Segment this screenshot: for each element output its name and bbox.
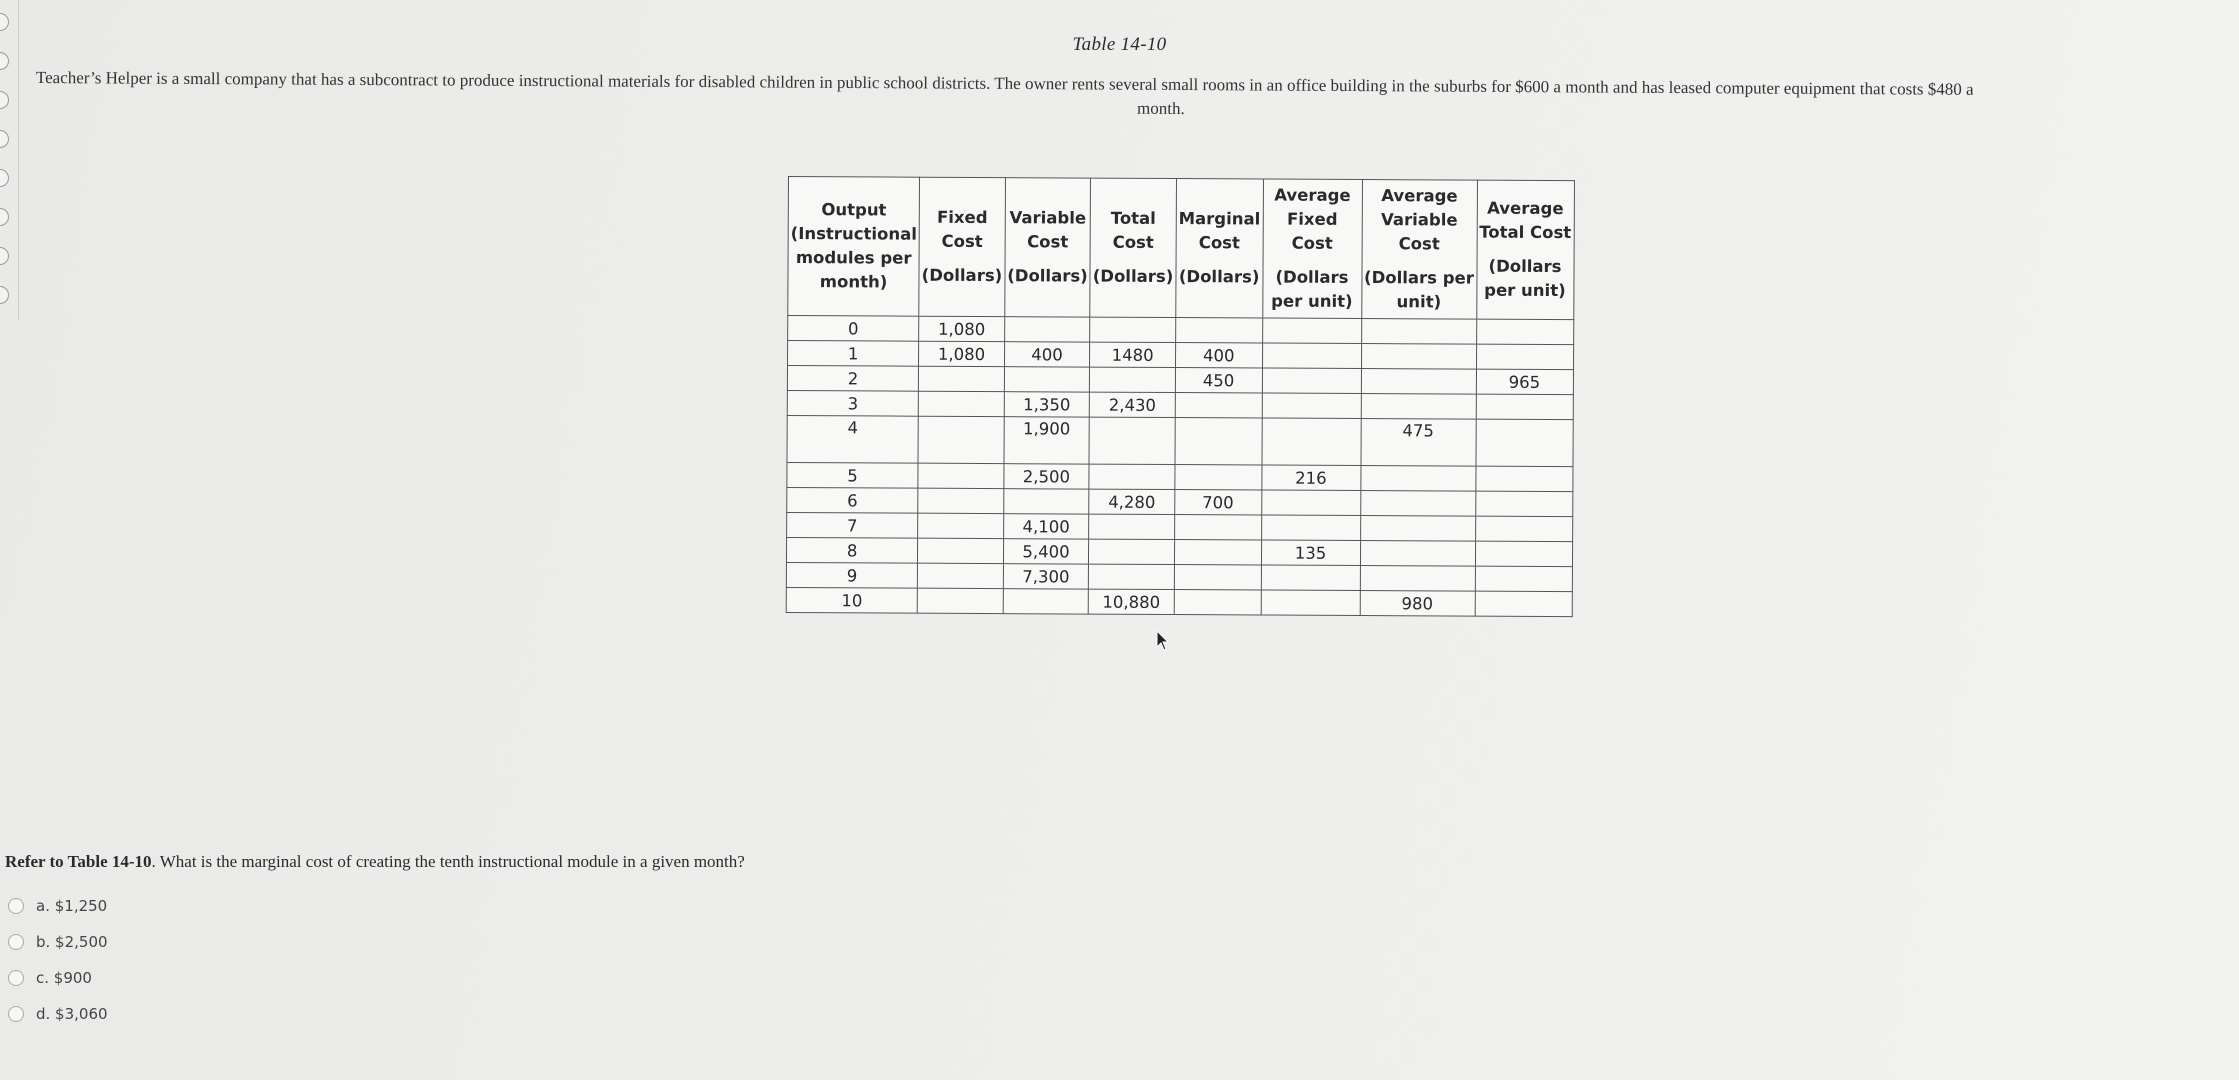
cell-variable-cost: 1,350 <box>1004 392 1090 417</box>
cell-average-total-cost <box>1475 541 1572 567</box>
cell-total-cost: 1480 <box>1090 342 1176 367</box>
cell-fixed-cost <box>918 538 1004 563</box>
cell-output: 8 <box>786 537 917 563</box>
cell-marginal-cost: 700 <box>1175 490 1262 515</box>
cell-variable-cost: 1,900 <box>1004 417 1090 464</box>
cell-average-total-cost: 965 <box>1476 369 1573 395</box>
table-title: Table 14-10 <box>1072 34 1167 55</box>
cell-average-variable-cost: 980 <box>1360 590 1475 616</box>
cell-marginal-cost: 450 <box>1175 368 1262 393</box>
cell-average-variable-cost <box>1360 541 1475 567</box>
cost-table <box>786 176 1575 617</box>
cell-average-total-cost <box>1475 466 1572 492</box>
nav-radio-icon[interactable] <box>0 286 9 304</box>
cell-output: 6 <box>787 487 918 513</box>
cell-total-cost <box>1090 367 1176 392</box>
option-label: d. $3,060 <box>36 1005 108 1023</box>
cell-average-fixed-cost <box>1262 318 1361 344</box>
question-table-ref: Refer to Table 14-10 <box>5 852 152 871</box>
cell-average-total-cost <box>1476 394 1573 420</box>
cell-output: 5 <box>787 462 918 488</box>
cell-average-variable-cost <box>1361 369 1476 395</box>
nav-radio-icon[interactable] <box>0 13 9 31</box>
cell-marginal-cost <box>1174 590 1261 615</box>
header-total-cost: Total Cost (Dollars) <box>1090 178 1176 317</box>
header-average-fixed-cost: Average Fixed Cost (Dollars per unit) <box>1262 179 1362 319</box>
cell-average-fixed-cost: 216 <box>1261 465 1360 491</box>
cell-fixed-cost <box>918 563 1004 588</box>
table-row <box>787 415 1573 466</box>
cell-average-variable-cost <box>1361 319 1476 345</box>
cell-average-variable-cost <box>1361 344 1476 370</box>
cell-average-variable-cost <box>1361 394 1476 420</box>
cell-output: 7 <box>787 512 918 538</box>
cell-variable-cost: 7,300 <box>1003 564 1089 589</box>
cell-average-variable-cost <box>1360 491 1475 517</box>
option-d[interactable] <box>8 1005 108 1023</box>
nav-radio-icon[interactable] <box>0 247 9 265</box>
cell-average-total-cost <box>1476 319 1573 345</box>
nav-radio-icon[interactable] <box>0 91 9 109</box>
cell-average-fixed-cost <box>1261 565 1360 591</box>
cell-average-fixed-cost <box>1261 490 1360 516</box>
cell-average-fixed-cost <box>1262 343 1361 369</box>
cell-total-cost: 10,880 <box>1088 589 1174 614</box>
cell-output: 3 <box>787 390 918 416</box>
cell-average-fixed-cost <box>1261 590 1360 616</box>
cell-total-cost: 4,280 <box>1089 489 1175 514</box>
cell-total-cost <box>1090 317 1176 342</box>
header-marginal-cost: Marginal Cost (Dollars) <box>1176 179 1263 318</box>
cell-marginal-cost <box>1175 318 1262 343</box>
cell-fixed-cost <box>918 488 1004 513</box>
cell-variable-cost <box>1004 317 1090 342</box>
cell-marginal-cost: 400 <box>1175 343 1262 368</box>
nav-radio-icon[interactable] <box>0 130 9 148</box>
cell-output: 0 <box>788 316 919 342</box>
cell-average-variable-cost <box>1360 466 1475 492</box>
cell-total-cost: 2,430 <box>1090 392 1176 417</box>
header-average-variable-cost: Average Variable Cost (Dollars per unit) <box>1361 180 1477 320</box>
cell-average-total-cost <box>1475 516 1572 542</box>
cell-variable-cost: 4,100 <box>1003 514 1089 539</box>
table-row <box>786 587 1572 616</box>
cell-total-cost <box>1089 417 1175 464</box>
cell-marginal-cost <box>1174 565 1261 590</box>
cell-marginal-cost <box>1175 393 1262 418</box>
cell-variable-cost: 5,400 <box>1003 539 1089 564</box>
question-body: . What is the marginal cost of creating the tenth instructional module in a given month? <box>151 852 745 871</box>
cell-marginal-cost <box>1174 540 1261 565</box>
cell-fixed-cost <box>918 391 1004 416</box>
table-header-row <box>788 177 1574 320</box>
option-label: a. $1,250 <box>36 897 108 915</box>
cell-average-total-cost <box>1476 419 1573 467</box>
option-a[interactable] <box>8 897 107 915</box>
cell-average-fixed-cost <box>1262 393 1361 419</box>
cell-output: 2 <box>787 366 918 392</box>
cell-average-variable-cost: 475 <box>1361 419 1476 467</box>
cell-output: 9 <box>786 562 917 588</box>
cell-output: 1 <box>788 341 919 367</box>
cell-fixed-cost <box>918 416 1004 463</box>
cell-total-cost <box>1089 464 1175 489</box>
cell-fixed-cost <box>918 463 1004 488</box>
cell-fixed-cost <box>918 513 1004 538</box>
header-variable-cost: Variable Cost (Dollars) <box>1005 178 1091 317</box>
cell-fixed-cost: 1,080 <box>919 341 1005 366</box>
header-output: Output (Instructional modules per month) <box>788 177 920 317</box>
nav-radio-icon[interactable] <box>0 208 9 226</box>
intro-line-2: month. <box>1136 98 1185 119</box>
cell-total-cost <box>1089 539 1175 564</box>
radio-button-icon[interactable] <box>8 970 24 986</box>
cell-total-cost <box>1089 564 1175 589</box>
question-text <box>5 852 745 872</box>
cell-fixed-cost <box>919 366 1005 391</box>
header-fixed-cost: Fixed Cost (Dollars) <box>919 177 1005 316</box>
option-c[interactable] <box>8 969 92 987</box>
cell-average-total-cost <box>1475 591 1572 617</box>
option-label: c. $900 <box>36 969 92 987</box>
cell-average-variable-cost <box>1360 566 1475 592</box>
cell-average-total-cost <box>1476 344 1573 370</box>
cell-output: 4 <box>787 415 918 463</box>
cell-average-fixed-cost <box>1261 515 1360 541</box>
cell-average-total-cost <box>1475 491 1572 517</box>
cell-fixed-cost: 1,080 <box>919 316 1005 341</box>
cell-average-fixed-cost <box>1262 418 1361 466</box>
cell-average-total-cost <box>1475 566 1572 592</box>
cell-variable-cost: 2,500 <box>1004 464 1090 489</box>
radio-button-icon[interactable] <box>8 1006 24 1022</box>
cell-marginal-cost <box>1174 515 1261 540</box>
option-label: b. $2,500 <box>36 933 108 951</box>
cell-variable-cost <box>1003 589 1089 614</box>
radio-button-icon[interactable] <box>8 898 24 914</box>
option-b[interactable] <box>8 933 108 951</box>
nav-radio-icon[interactable] <box>0 169 9 187</box>
cell-average-fixed-cost <box>1262 368 1361 394</box>
cell-variable-cost <box>1004 367 1090 392</box>
cell-output: 10 <box>786 587 917 613</box>
cell-variable-cost <box>1003 489 1089 514</box>
cell-average-variable-cost <box>1360 516 1475 542</box>
cell-fixed-cost <box>917 588 1003 613</box>
radio-button-icon[interactable] <box>8 934 24 950</box>
cell-total-cost <box>1089 514 1175 539</box>
intro-line-1: Teacher’s Helper is a small company that has a subcontract to produce instructional materials for disabled children in public school districts. The owner rents several small rooms in an office building in the suburbs for $600 a month and has leased computer equipment that costs $480 a <box>35 67 1974 99</box>
cell-marginal-cost <box>1175 418 1262 465</box>
cell-marginal-cost <box>1175 465 1262 490</box>
intro-paragraph <box>35 66 2236 119</box>
header-average-total-cost: Average Total Cost (Dollars per unit) <box>1476 180 1574 320</box>
cell-variable-cost: 400 <box>1004 342 1090 367</box>
cell-average-fixed-cost: 135 <box>1261 540 1360 566</box>
